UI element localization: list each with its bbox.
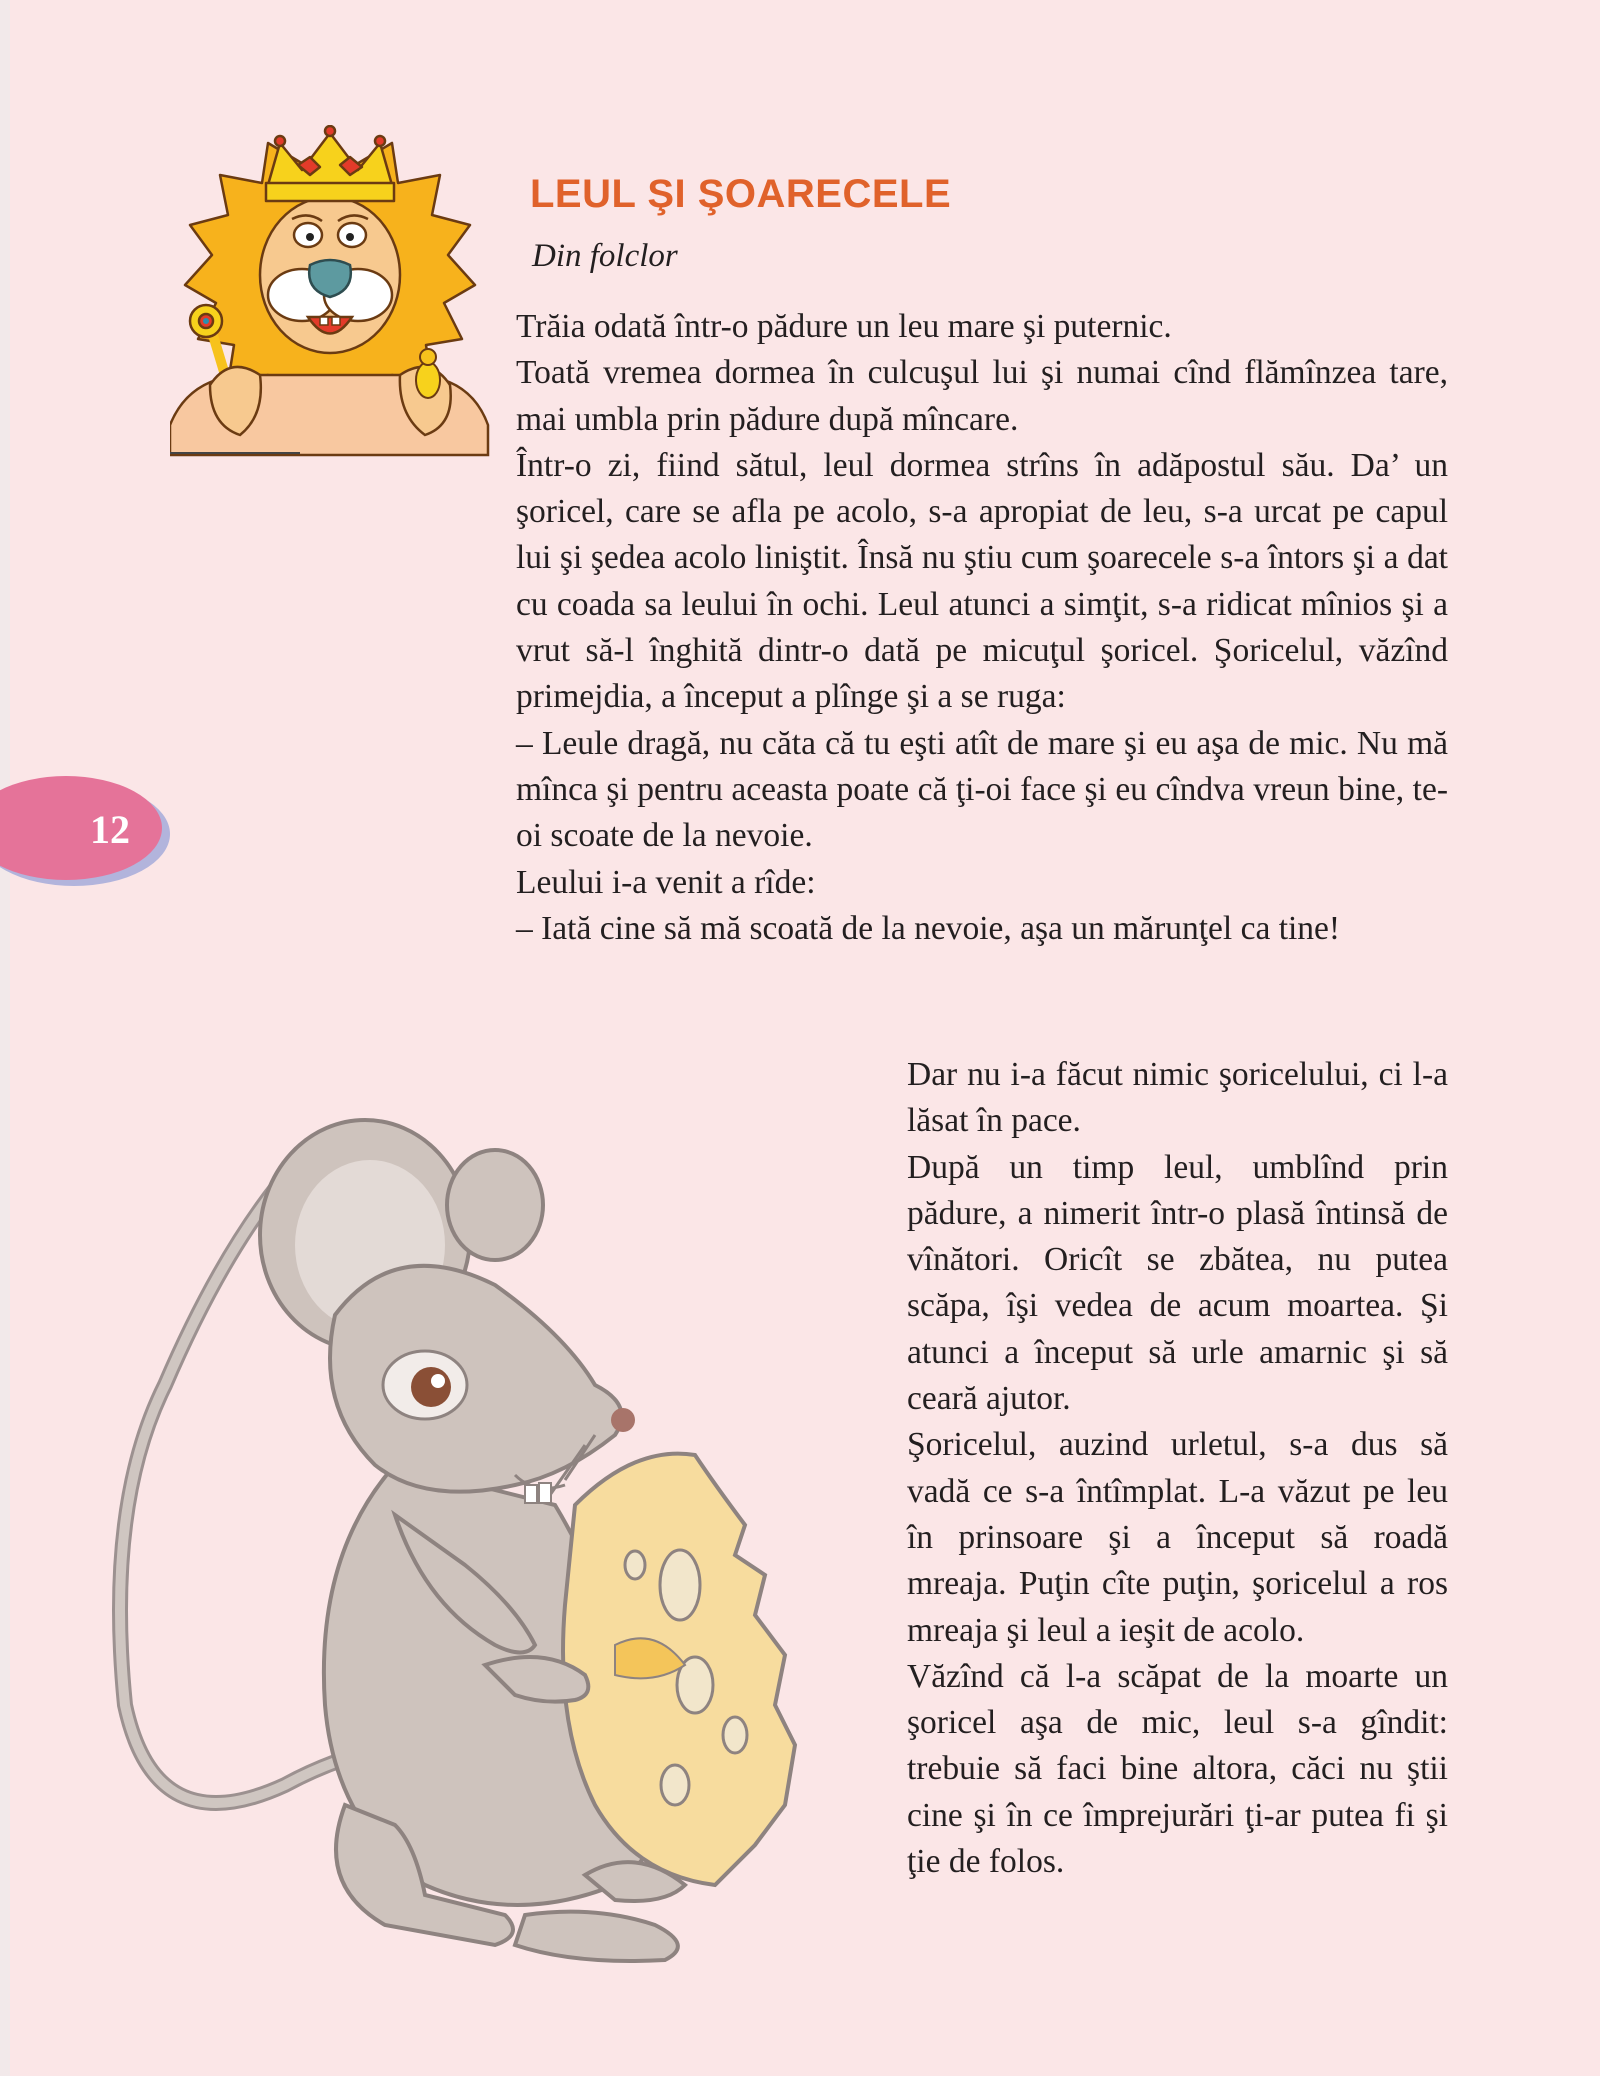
paragraph: Leului i-a venit a rîde:: [516, 863, 816, 901]
story-text-top: [516, 304, 1448, 952]
crowned-lion-icon: [170, 125, 490, 475]
page-edge: [0, 0, 10, 2076]
mouse-with-cheese-icon: [95, 1085, 885, 1975]
paragraph: Trăia odată într-o pădure un leu mare şi puternic.: [516, 308, 1172, 345]
paragraph: După un timp leul, umblînd prin pădure, a nimerit într-o plasă întinsă de vînători. Oricît se zbătea, nu putea scăpa, îşi vedea de acum moartea. Şi atunci a început să urle amarnic şi să ceară ajutor.: [907, 1148, 1448, 1418]
paragraph: Dar nu i-a făcut nimic şoricelului, ci l-a lăsat în pace.: [907, 1056, 1448, 1140]
paragraph: Într-o zi, fiind sătul, leul dormea strîns în adăpostul său. Da’ un şoricel, care se afla pe acolo, s-a apropiat de leu, s-a urcat pe capul lui şi şedea acolo liniştit. Însă nu ştiu cum şoarecele s-a întors şi a dat cu coada sa leului în ochi. Leul atunci a simţit, s-a ridicat mînios şi a vrut să-l înghită dintr-o dată pe micuţul şoricel. Şoricelul, văzînd primejdia, a început a plînge şi a se ruga:: [516, 446, 1448, 716]
page-number: 12: [90, 807, 130, 852]
paragraph: Toată vremea dormea în culcuşul lui şi numai cînd flămînzea tare, mai umbla prin pădure după mîncare.: [516, 354, 1448, 438]
paragraph: – Leule dragă, nu căta că tu eşti atît de mare şi eu aşa de mic. Nu mă mînca şi pentru aceasta poate că ţi-oi face şi eu cîndva vreun bine, te-oi scoate de la nevoie.: [516, 724, 1448, 855]
story-text-bottom: [907, 1052, 1448, 1885]
story-subtitle: Din folclor: [532, 238, 678, 274]
paragraph: Şoricelul, auzind urletul, s-a dus să vadă ce s-a întîmplat. L-a văzut pe leu în prinsoare şi a început să roadă mreaja. Puţin cîte puţin, şoricelul a ros mreaja şi leul a ieşit de acolo.: [907, 1426, 1448, 1649]
paragraph: Văzînd că l-a scăpat de la moarte un şoricel aşa de mic, leul s-a gîndit: trebuie să faci bine altora, căci nu ştii cine şi în ce împrejurări ţi-ar putea fi şi ţie de folos.: [907, 1657, 1448, 1881]
paragraph: – Iată cine să mă scoată de la nevoie, aşa un mărunţel ca tine!: [516, 909, 1341, 947]
story-title: LEUL ŞI ŞOARECELE: [530, 172, 952, 216]
